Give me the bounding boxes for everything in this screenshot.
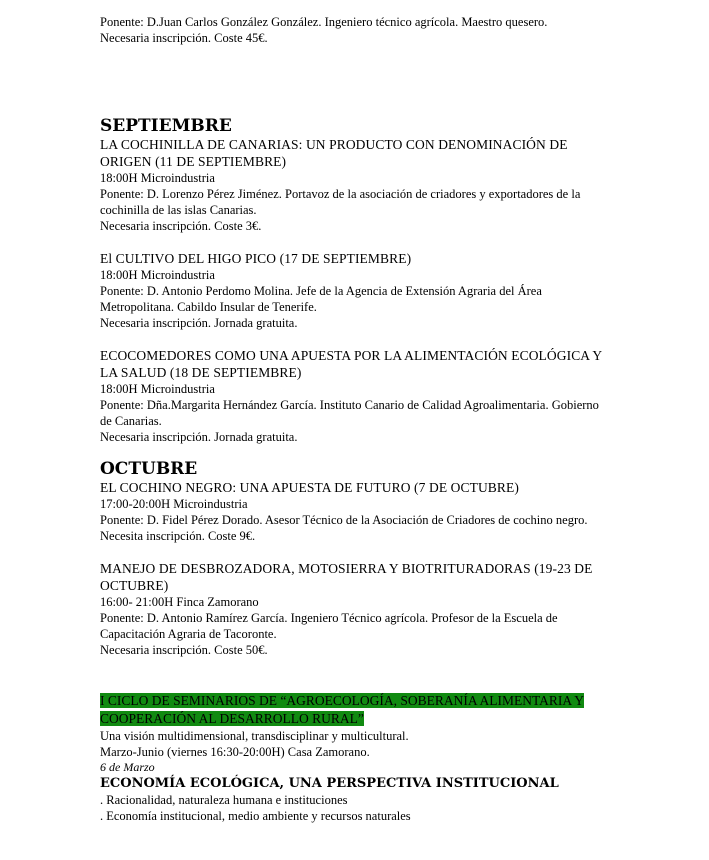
event-title: El CULTIVO DEL HIGO PICO (17 DE SEPTIEMBRE)	[100, 251, 412, 266]
event-title: LA COCHINILLA DE CANARIAS: UN PRODUCTO CON DENOMINACIÓN DE ORIGEN (11 DE SEPTIEMBRE)	[100, 137, 568, 169]
event-time: 18:00H Microindustria	[100, 268, 215, 282]
event-desbrozadora	[100, 560, 608, 658]
event-title: EL COCHINO NEGRO: UNA APUESTA DE FUTURO (7 DE OCTUBRE)	[100, 480, 519, 495]
event-speaker: Ponente: D. Antonio Ramírez García. Ingeniero Técnico agrícola. Profesor de la Escuela de Capacitación Agraria de Tacoronte.	[100, 611, 558, 641]
seminar-topic: . Racionalidad, naturaleza humana e instituciones	[100, 793, 348, 807]
event-title: MANEJO DE DESBROZADORA, MOTOSIERRA Y BIOTRITURADORAS (19-23 DE OCTUBRE)	[100, 561, 593, 593]
seminar-title: I CICLO DE SEMINARIOS DE “AGROECOLOGÍA, SOBERANÍA ALIMENTARIA Y COOPERACIÓN AL DESARROLLO RURAL”	[100, 693, 585, 726]
seminar-date: 6 de Marzo	[100, 760, 155, 774]
event-note: Necesaria inscripción. Coste 3€.	[100, 219, 262, 233]
seminar-schedule: Marzo-Junio (viernes 16:30-20:00H) Casa Zamorano.	[100, 745, 370, 759]
event-title: ECOCOMEDORES COMO UNA APUESTA POR LA ALIMENTACIÓN ECOLÓGICA Y LA SALUD (18 DE SEPTIEMBRE)	[100, 348, 602, 380]
event-higo-pico	[100, 250, 608, 331]
month-heading-septiembre: SEPTIEMBRE	[100, 116, 232, 136]
event-ecocomedores	[100, 347, 608, 445]
month-heading-octubre: OCTUBRE	[100, 459, 198, 479]
seminar-session-title: ECONOMÍA ECOLÓGICA, UNA PERSPECTIVA INSTITUCIONAL	[100, 776, 559, 791]
event-note: Necesaria inscripción. Coste 50€.	[100, 643, 268, 657]
event-speaker: Ponente: D. Antonio Perdomo Molina. Jefe de la Agencia de Extensión Agraria del Área Metropolitana. Cabildo Insular de Tenerife.	[100, 284, 542, 314]
event-speaker: Ponente: D. Lorenzo Pérez Jiménez. Portavoz de la asociación de criadores y exportadores de la cochinilla de las islas Canarias.	[100, 187, 581, 217]
event-cochinilla	[100, 136, 608, 234]
event-speaker: Ponente: D. Fidel Pérez Dorado. Asesor Técnico de la Asociación de Criadores de cochino negro.	[100, 513, 588, 527]
seminar-topic: . Economía institucional, medio ambiente y recursos naturales	[100, 809, 411, 823]
seminar-section	[100, 692, 608, 824]
event-note: Necesaria inscripción. Jornada gratuita.	[100, 430, 298, 444]
top-speaker: Ponente: D.Juan Carlos González González. Ingeniero técnico agrícola. Maestro quesero.	[100, 15, 548, 29]
top-continuation	[100, 14, 608, 46]
event-speaker: Ponente: Dña.Margarita Hernández García. Instituto Canario de Calidad Agroalimentaria. Gobierno de Canarias.	[100, 398, 599, 428]
event-time: 18:00H Microindustria	[100, 382, 215, 396]
event-time: 17:00-20:00H Microindustria	[100, 497, 248, 511]
top-note: Necesaria inscripción. Coste 45€.	[100, 31, 268, 45]
seminar-subtitle: Una visión multidimensional, transdisciplinar y multicultural.	[100, 729, 409, 743]
event-note: Necesaria inscripción. Jornada gratuita.	[100, 316, 298, 330]
event-cochino-negro	[100, 479, 608, 544]
document-page	[100, 14, 608, 824]
event-time: 16:00- 21:00H Finca Zamorano	[100, 595, 259, 609]
event-time: 18:00H Microindustria	[100, 171, 215, 185]
event-note: Necesita inscripción. Coste 9€.	[100, 529, 256, 543]
